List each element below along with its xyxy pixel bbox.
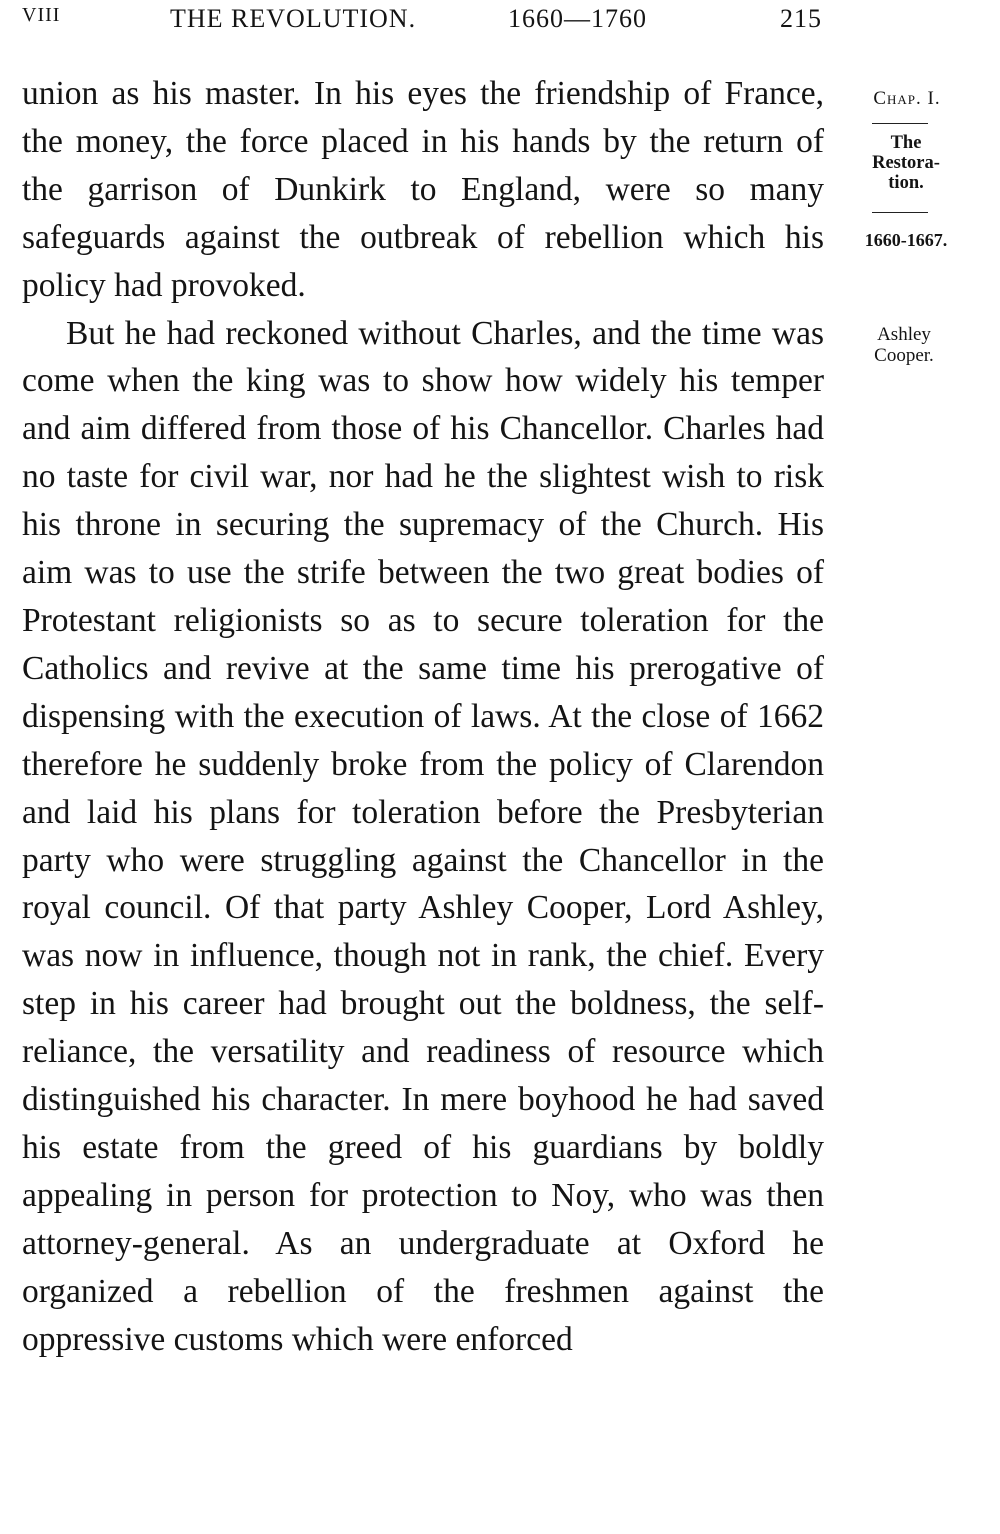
paragraph-1: union as his master. In his eyes the friendship of France, the money, the force placed in his hands by the return of the garrison of Dunkirk to England, were so many safeguards against the outbreak of rebellion which his policy had provoked.	[22, 75, 824, 304]
margin-note-chapter: Chap. I.	[873, 88, 941, 109]
running-head	[22, 4, 822, 38]
main-text	[22, 70, 824, 1363]
margin-note-divider	[872, 212, 928, 213]
margin-note-subject	[846, 133, 966, 193]
running-head-section: VIII	[22, 4, 61, 26]
margin-note-subject-line: Restora-	[872, 153, 940, 173]
margin-note-divider	[872, 123, 928, 124]
margin-note-ashley-cooper	[842, 324, 966, 366]
margin-note-subject-line: tion.	[888, 173, 924, 193]
running-head-dates: 1660—1760	[508, 4, 647, 33]
margin-note-ashley-line: Cooper.	[874, 345, 934, 366]
margin-note-ashley-line: Ashley	[877, 324, 931, 345]
page-number: 215	[780, 4, 822, 33]
paragraph-2: But he had reckoned without Charles, and the time was come when the king was to show how widely his temper and aim differed from those of his Chancellor. Charles had no taste for civil war, nor had he the slightest wish to risk his throne in securing the supremacy of the Church. His aim was to use the strife between the two great bodies of Protestant religionists so as to secure toleration for the Catholics and revive at the same time his prerogative of dispensing with the execution of laws. At the close of 1662 therefore he suddenly broke from the policy of Clarendon and laid his plans for toleration before the Presbyterian party who were struggling against the Chancellor in the royal council. Of that party Ashley Cooper, Lord Ashley, was now in influence, though not in rank, the chief. Every step in his career had brought out the boldness, the self-reliance, the versatility and readiness of resource which distinguished his character. In mere boyhood he had saved his estate from the greed of his guardians by boldly appealing in person for protection to Noy, who was then attorney-general. As an undergraduate at Oxford he organized a rebellion of the freshmen against the oppressive customs which were enforced	[22, 314, 824, 1358]
margin-note-subject-line: The	[890, 133, 922, 153]
running-head-title: THE REVOLUTION.	[170, 4, 417, 33]
margin-note-years: 1660-1667.	[864, 230, 948, 250]
